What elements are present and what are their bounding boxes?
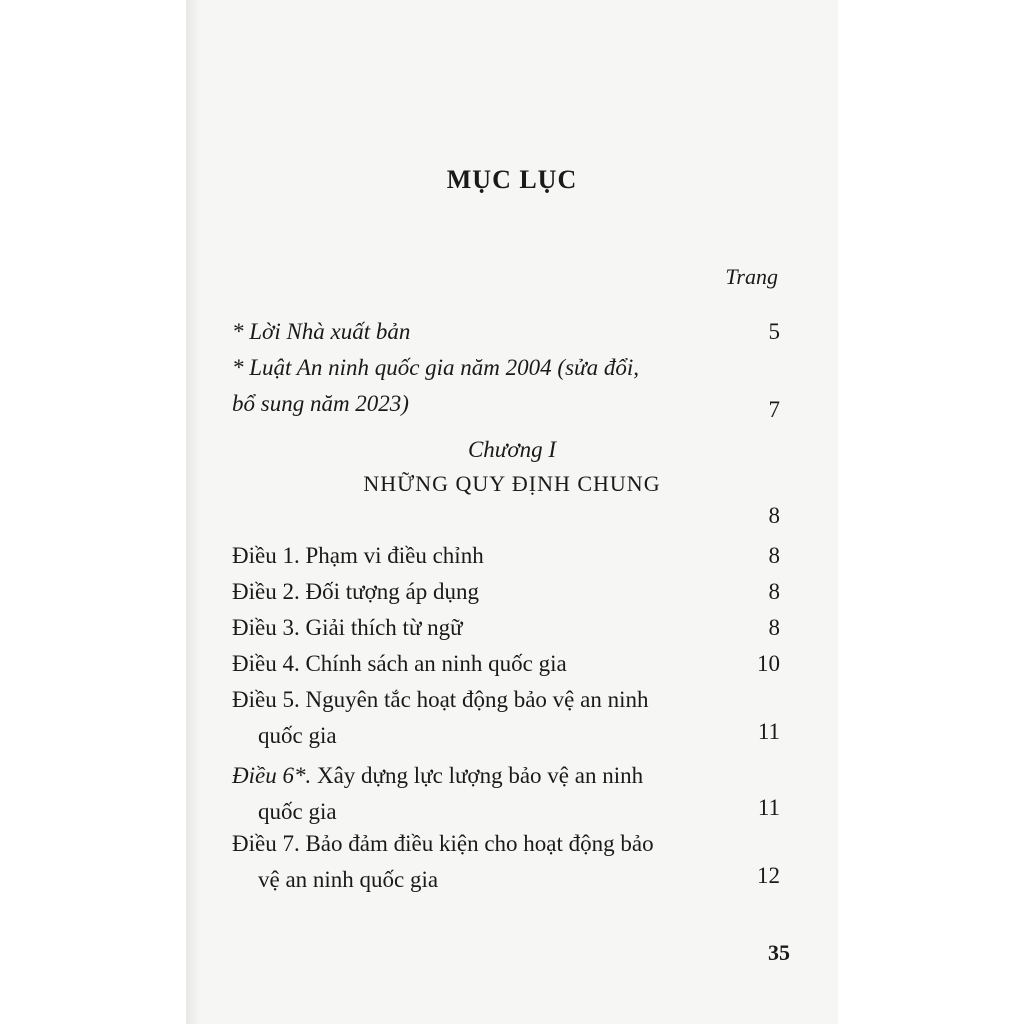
entry-page-number: 8 — [768, 615, 780, 640]
toc-entry-publisher-note — [232, 314, 780, 350]
toc-entry-article-5 — [232, 682, 780, 754]
article-title: Đối tượng áp dụng — [305, 579, 479, 604]
entry-text-line1: Luật An ninh quốc gia năm 2004 (sửa đổi, — [249, 355, 639, 380]
article-label: Điều 2. — [232, 579, 300, 604]
toc-title: MỤC LỤC — [446, 165, 578, 194]
page-column-label: Trang — [725, 264, 778, 289]
toc-entry-article-1 — [232, 538, 780, 574]
article-label: Điều 6*. — [232, 763, 312, 788]
article-title-line1: Bảo đảm điều kiện cho hoạt động bảo — [305, 831, 654, 856]
article-title: Giải thích từ ngữ — [305, 615, 463, 640]
entry-page-number: 11 — [757, 795, 780, 820]
entry-text: Lời Nhà xuất bản — [249, 319, 411, 344]
toc-entry-article-4 — [232, 646, 780, 682]
toc-entry-article-2 — [232, 574, 780, 610]
article-label: Điều 7. — [232, 831, 300, 856]
article-title-line1: Nguyên tắc hoạt động bảo vệ an ninh — [305, 687, 649, 712]
article-title: Chính sách an ninh quốc gia — [305, 651, 567, 676]
article-title-line2: quốc gia — [258, 723, 337, 748]
entry-page-number: 12 — [757, 863, 780, 888]
entry-page-number: 11 — [757, 719, 780, 744]
toc-entry-article-6 — [232, 758, 780, 830]
entry-page-number: 5 — [768, 319, 780, 344]
toc-entry-article-3 — [232, 610, 780, 646]
book-page — [186, 0, 838, 1024]
article-label: Điều 3. — [232, 615, 300, 640]
chapter-page-number: 8 — [768, 503, 780, 528]
entry-page-number: 8 — [768, 543, 780, 568]
entry-prefix: * — [232, 355, 250, 380]
article-title-line2: quốc gia — [258, 799, 337, 824]
entry-text-line2: bổ sung năm 2023) — [232, 391, 409, 416]
chapter-label: Chương I — [467, 437, 557, 462]
folio-page-number: 35 — [768, 940, 790, 965]
article-label: Điều 5. — [232, 687, 300, 712]
entry-page-number: 7 — [768, 397, 780, 422]
toc-entry-article-7 — [232, 826, 780, 898]
chapter-title: NHỮNG QUY ĐỊNH CHUNG — [363, 471, 661, 496]
article-label: Điều 1. — [232, 543, 300, 568]
entry-prefix: * — [232, 319, 250, 344]
article-label: Điều 4. — [232, 651, 300, 676]
entry-page-number: 8 — [768, 579, 780, 604]
toc-entry-law — [232, 350, 780, 422]
article-title-line1: Xây dựng lực lượng bảo vệ an ninh — [316, 763, 644, 788]
entry-page-number: 10 — [757, 651, 780, 676]
article-title-line2: vệ an ninh quốc gia — [258, 867, 439, 892]
article-title: Phạm vi điều chỉnh — [305, 543, 484, 568]
